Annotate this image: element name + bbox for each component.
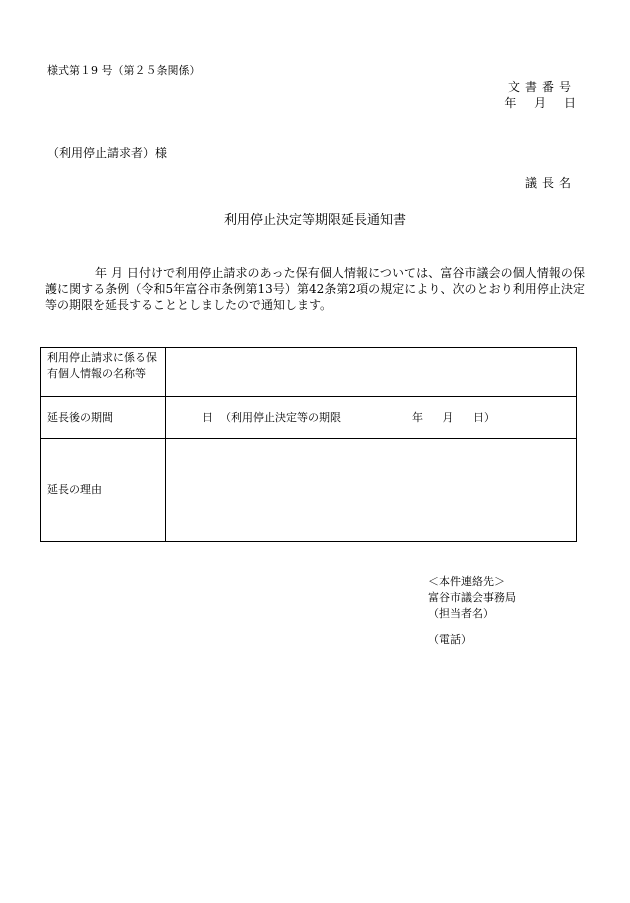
- info-table: [40, 347, 577, 542]
- contact-heading: ＜本件連絡先＞: [428, 575, 505, 588]
- contact-block: [428, 574, 516, 648]
- row-label-reason: 延長の理由: [41, 439, 166, 542]
- document-number-label: 文書番号: [507, 80, 576, 94]
- period-date: 年 月 日）: [412, 410, 495, 424]
- row-value-reason: [166, 439, 577, 542]
- form-number: 様式第１9 号（第２５条関係）: [47, 64, 201, 77]
- document-date-label: 年 月 日: [504, 96, 576, 110]
- row-value-extended-period: [166, 397, 577, 439]
- table-row: [41, 348, 577, 397]
- contact-phone: （電話）: [428, 633, 472, 646]
- document-title: 利用停止決定等期限延長通知書: [223, 213, 406, 228]
- table-row: [41, 439, 577, 542]
- period-deadline-label: （利用停止決定等の期限: [220, 410, 341, 424]
- contact-office: 富谷市議会事務局: [428, 591, 516, 604]
- body-paragraph: 年 月 日付けで利用停止請求のあった保有個人情報については、富谷市議会の個人情報の保護に関する条例（令和5年富谷市条例第13号）第42条第2項の規定により、次のとおり利用停止決定等の期限を延長することとしましたので通知します。: [45, 266, 585, 312]
- sender-name: 議長名: [524, 176, 576, 190]
- table-row: [41, 397, 577, 439]
- contact-person: （担当者名）: [428, 607, 494, 620]
- row-label-extended-period: 延長後の期間: [41, 397, 166, 439]
- period-day: 日: [202, 410, 213, 424]
- row-label-info-name: 利用停止請求に係る保有個人情報の名称等: [41, 348, 166, 397]
- row-value-info-name: [166, 348, 577, 397]
- addressee: （利用停止請求者）様: [47, 146, 168, 160]
